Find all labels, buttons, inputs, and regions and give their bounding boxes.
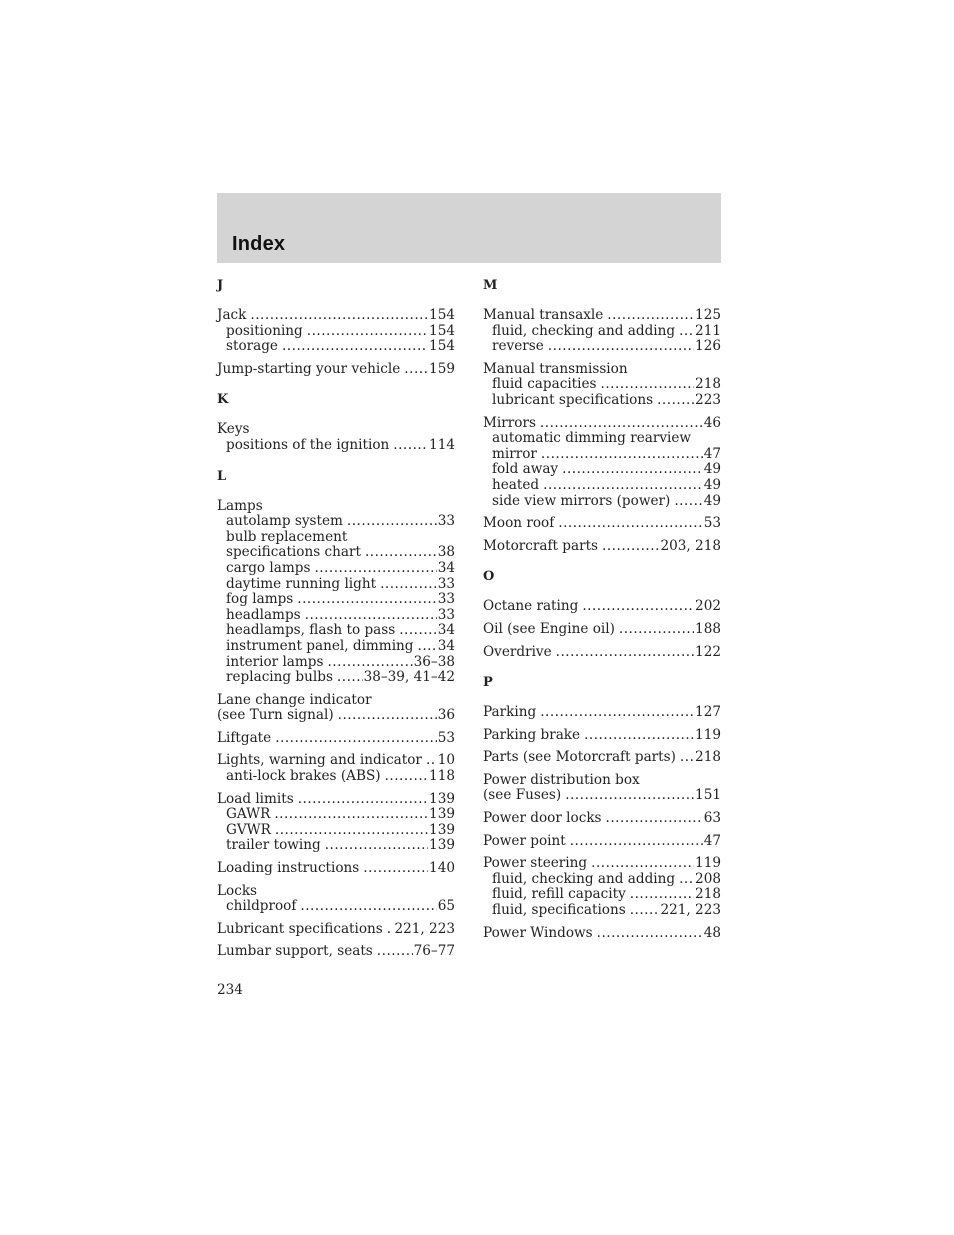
section-letter: K <box>217 392 229 408</box>
index-subentry-line <box>483 478 721 494</box>
header-band <box>217 193 721 263</box>
index-entry-line <box>217 693 455 709</box>
dot-leader <box>679 324 694 340</box>
index-entry-line <box>483 788 721 804</box>
entry-text: Lumbar support, seats <box>217 943 373 960</box>
dot-leader <box>418 639 437 655</box>
index-subentry-line <box>217 670 455 686</box>
entry-text: Power steering <box>483 855 588 872</box>
dot-leader <box>347 514 437 530</box>
page-number: 234 <box>217 982 243 998</box>
index-subentry-line <box>483 887 721 903</box>
entry-page-ref: 218 <box>695 749 721 766</box>
entry-text: GAWR <box>226 806 271 823</box>
entry-page-ref: 49 <box>703 492 721 509</box>
index-subentry-line <box>217 623 455 639</box>
index-entry-line <box>483 834 721 850</box>
dot-leader <box>385 769 428 785</box>
dot-leader <box>363 861 428 877</box>
entry-text: positions of the ignition <box>226 436 390 453</box>
entry-text: Lane change indicator <box>217 691 372 708</box>
entry-text: Overdrive <box>483 643 552 660</box>
dot-leader <box>601 377 695 393</box>
index-entry-line <box>483 705 721 721</box>
entry-page-ref: 118 <box>429 768 455 785</box>
entry-text: headlamps, flash to pass <box>226 622 396 639</box>
entry-text: GVWR <box>226 821 271 838</box>
entry-page-ref: 38 <box>437 544 455 561</box>
entry-text: Parts (see Motorcraft parts) <box>483 749 676 766</box>
dot-leader <box>540 416 703 432</box>
index-entry-line <box>217 731 455 747</box>
section-gap <box>483 667 721 675</box>
entry-page-ref: 53 <box>437 729 455 746</box>
index-entry <box>217 922 455 938</box>
index-entry <box>483 811 721 827</box>
index-entry-line <box>483 416 721 432</box>
index-subentry-line <box>217 769 455 785</box>
dot-leader <box>565 788 694 804</box>
entry-text: automatic dimming rearview <box>492 430 692 447</box>
dot-leader <box>325 838 428 854</box>
index-subentry-line <box>483 324 721 340</box>
entry-page-ref: 218 <box>695 376 721 393</box>
section-letter: M <box>483 278 498 293</box>
dot-leader <box>337 670 363 686</box>
index-subentry-line <box>217 592 455 608</box>
dot-leader <box>275 823 428 839</box>
entry-text: Liftgate <box>217 729 272 746</box>
entry-text: (see Fuses) <box>483 787 562 804</box>
index-entry <box>483 834 721 850</box>
entry-text: Parking brake <box>483 726 581 743</box>
entry-page-ref: 65 <box>437 898 455 915</box>
entry-text: Manual transaxle <box>483 307 604 323</box>
index-entry <box>217 884 455 915</box>
section-letter: J <box>217 278 224 293</box>
dot-leader <box>404 362 428 378</box>
entry-page-ref: 48 <box>703 924 721 941</box>
dot-leader <box>300 899 436 915</box>
index-subentry-line <box>483 447 721 463</box>
index-entry <box>217 693 455 724</box>
dot-leader <box>307 324 428 340</box>
index-subentry-line <box>483 377 721 393</box>
entry-page-ref: 221, 223 <box>660 902 721 919</box>
index-entry-line <box>217 753 455 769</box>
entry-text: (see Turn signal) <box>217 707 334 724</box>
entry-text: Parking <box>483 704 537 721</box>
dot-leader <box>540 705 694 721</box>
dot-leader <box>387 922 394 938</box>
entry-page-ref: 154 <box>429 307 455 323</box>
entry-text: fluid, checking and adding <box>492 870 676 887</box>
dot-leader <box>619 622 694 638</box>
entry-page-ref: 33 <box>437 606 455 623</box>
entry-text: Jack <box>217 307 247 323</box>
entry-page-ref: 139 <box>429 821 455 838</box>
entry-text: childproof <box>226 898 297 915</box>
entry-text: specifications chart <box>226 544 361 561</box>
index-entry-line <box>217 362 455 378</box>
index-entry <box>483 750 721 766</box>
entry-page-ref: 34 <box>437 622 455 639</box>
entry-text: Locks <box>217 882 258 899</box>
index-entry <box>483 308 721 355</box>
index-entry <box>217 362 455 378</box>
entry-page-ref: 139 <box>429 790 455 807</box>
index-entry <box>483 856 721 918</box>
dot-leader <box>380 577 437 593</box>
entry-text: Jump-starting your vehicle <box>217 360 401 377</box>
entry-page-ref: 140 <box>429 860 455 877</box>
dot-leader <box>680 750 694 766</box>
index-entry-line <box>217 861 455 877</box>
index-entry <box>217 753 455 784</box>
section-gap <box>483 561 721 569</box>
entry-text: fold away <box>492 461 559 478</box>
entry-text: storage <box>226 338 278 355</box>
entry-page-ref: 188 <box>695 620 721 637</box>
entry-page-ref: 33 <box>437 575 455 592</box>
entry-page-ref: 119 <box>695 726 721 743</box>
index-entry <box>483 645 721 661</box>
entry-page-ref: 10 <box>437 752 455 769</box>
index-subentry-line <box>217 807 455 823</box>
index-entry <box>217 422 455 453</box>
entry-text: reverse <box>492 338 544 355</box>
index-subentry-line <box>217 577 455 593</box>
index-section <box>217 278 455 377</box>
dot-leader <box>298 792 428 808</box>
dot-leader <box>275 731 437 747</box>
dot-leader <box>657 393 694 409</box>
entry-text: Power door locks <box>483 810 602 827</box>
entry-page-ref: 34 <box>437 559 455 576</box>
entry-page-ref: 49 <box>703 461 721 478</box>
dot-leader <box>399 623 436 639</box>
page-title: Index <box>232 233 286 255</box>
dot-leader <box>597 926 703 942</box>
index-entry <box>217 731 455 747</box>
index-entry <box>483 773 721 804</box>
entry-page-ref: 211 <box>695 322 721 339</box>
entry-page-ref: 38–39, 41–42 <box>363 669 455 686</box>
dot-leader <box>393 438 428 454</box>
index-entry-line <box>483 599 721 615</box>
entry-page-ref: 36–38 <box>413 653 455 670</box>
entry-text: autolamp system <box>226 513 343 530</box>
entry-page-ref: 127 <box>695 704 721 721</box>
index-section <box>483 278 721 554</box>
entry-text: Power distribution box <box>483 771 640 788</box>
entry-text: cargo lamps <box>226 559 311 576</box>
index-entry <box>483 416 721 510</box>
dot-leader <box>282 339 428 355</box>
entry-page-ref: 122 <box>695 643 721 660</box>
entry-page-ref: 139 <box>429 837 455 854</box>
entry-text: Load limits <box>217 790 294 807</box>
entry-text: instrument panel, dimming <box>226 637 414 654</box>
entry-text: Mirrors <box>483 414 536 431</box>
dot-leader <box>297 592 436 608</box>
section-gap <box>217 461 455 469</box>
dot-leader <box>365 545 437 561</box>
dot-leader <box>543 478 703 494</box>
index-subentry-line <box>217 823 455 839</box>
index-entry-line <box>483 308 721 324</box>
entry-page-ref: 126 <box>695 338 721 355</box>
dot-leader <box>377 944 413 960</box>
index-subentry-line <box>483 903 721 919</box>
index-subentry-line <box>483 494 721 510</box>
dot-leader <box>541 447 703 463</box>
entry-text: Lamps <box>217 497 263 514</box>
entry-page-ref: 154 <box>429 338 455 355</box>
section-gap <box>217 384 455 392</box>
entry-text: interior lamps <box>226 653 324 670</box>
entry-text: positioning <box>226 322 303 339</box>
entry-text: mirror <box>492 445 537 462</box>
entry-page-ref: 202 <box>695 598 721 615</box>
index-section <box>217 392 455 453</box>
entry-page-ref: 33 <box>437 591 455 608</box>
index-entry-line <box>483 645 721 661</box>
dot-leader <box>305 608 437 624</box>
index-entry-line <box>217 922 455 938</box>
index-column-left <box>217 278 455 967</box>
index-section <box>217 469 455 960</box>
section-letter: O <box>483 569 495 585</box>
dot-leader <box>250 308 428 324</box>
entry-page-ref: 34 <box>437 637 455 654</box>
index-subentry-line <box>217 438 455 454</box>
dot-leader <box>630 903 660 919</box>
index-subentry-line <box>217 324 455 340</box>
entry-page-ref: 151 <box>695 787 721 804</box>
index-entry-line <box>483 362 721 378</box>
dot-leader <box>582 599 694 615</box>
section-letter: P <box>483 675 493 691</box>
entry-text: lubricant specifications <box>492 391 654 408</box>
entry-page-ref: 139 <box>429 806 455 823</box>
dot-leader <box>570 834 703 850</box>
dot-leader <box>556 645 694 661</box>
index-entry-line <box>483 773 721 789</box>
entry-text: headlamps <box>226 606 301 623</box>
entry-page-ref: 76–77 <box>413 943 455 960</box>
index-entry <box>217 861 455 877</box>
index-subentry-line <box>217 838 455 854</box>
entry-text: side view mirrors (power) <box>492 492 671 509</box>
index-entry-line <box>217 944 455 960</box>
index-subentry-line <box>483 872 721 888</box>
entry-text: Power point <box>483 832 566 849</box>
entry-text: Octane rating <box>483 598 579 615</box>
entry-text: Lights, warning and indicator <box>217 752 422 769</box>
index-subentry-line <box>483 393 721 409</box>
dot-leader <box>338 708 437 724</box>
dot-leader <box>679 872 694 888</box>
entry-text: replacing bulbs <box>226 669 333 686</box>
index-subentry-line <box>217 339 455 355</box>
entry-text: bulb replacement <box>226 528 348 545</box>
entry-page-ref: 33 <box>437 513 455 530</box>
dot-leader <box>584 728 694 744</box>
entry-text: trailer towing <box>226 837 321 854</box>
index-section <box>483 569 721 660</box>
index-entry-line <box>483 539 721 555</box>
dot-leader <box>602 539 659 555</box>
dot-leader <box>274 807 428 823</box>
entry-text: daytime running light <box>226 575 377 592</box>
entry-page-ref: 63 <box>703 810 721 827</box>
entry-text: Motorcraft parts <box>483 537 599 554</box>
entry-text: Loading instructions <box>217 860 360 877</box>
entry-text: fluid capacities <box>492 376 597 393</box>
index-entry <box>217 944 455 960</box>
index-section <box>483 675 721 941</box>
index-entry <box>483 622 721 638</box>
entry-page-ref: 203, 218 <box>660 537 721 554</box>
entry-page-ref: 49 <box>703 476 721 493</box>
entry-page-ref: 208 <box>695 870 721 887</box>
index-entry-line <box>483 516 721 532</box>
entry-page-ref: 125 <box>695 307 721 323</box>
index-subentry-line <box>483 339 721 355</box>
index-subentry-line <box>217 639 455 655</box>
entry-page-ref: 46 <box>703 414 721 431</box>
index-entry-line <box>217 884 455 900</box>
index-entry <box>483 539 721 555</box>
index-entry-line <box>217 422 455 438</box>
entry-page-ref: 154 <box>429 322 455 339</box>
index-entry <box>483 926 721 942</box>
index-entry-line <box>483 728 721 744</box>
index-entry <box>483 599 721 615</box>
index-entry-line <box>217 499 455 515</box>
index-entry-line <box>483 622 721 638</box>
index-entry <box>217 308 455 355</box>
index-subentry-line <box>483 431 721 447</box>
index-entry-line <box>217 308 455 324</box>
entry-page-ref: 47 <box>703 832 721 849</box>
entry-page-ref: 114 <box>429 436 455 453</box>
index-entry <box>217 499 455 686</box>
entry-text: fluid, specifications <box>492 902 626 919</box>
entry-text: fog lamps <box>226 591 294 608</box>
index-subentry-line <box>217 545 455 561</box>
dot-leader <box>607 308 694 324</box>
index-column-right <box>483 278 721 948</box>
index-entry <box>483 362 721 409</box>
entry-page-ref: 223 <box>695 391 721 408</box>
index-subentry-line <box>217 561 455 577</box>
entry-text: Oil (see Engine oil) <box>483 620 615 637</box>
dot-leader <box>548 339 694 355</box>
entry-page-ref: 53 <box>703 515 721 532</box>
entry-page-ref: 159 <box>429 360 455 377</box>
entry-text: Lubricant specifications <box>217 920 383 937</box>
index-entry <box>483 516 721 532</box>
index-entry <box>217 792 455 854</box>
index-entry-line <box>483 750 721 766</box>
index-entry-line <box>483 856 721 872</box>
dot-leader <box>426 753 437 769</box>
entry-page-ref: 36 <box>437 707 455 724</box>
dot-leader <box>591 856 694 872</box>
entry-page-ref: 119 <box>695 855 721 872</box>
index-entry-line <box>217 792 455 808</box>
dot-leader <box>630 887 694 903</box>
index-subentry-line <box>217 608 455 624</box>
entry-text: Power Windows <box>483 924 593 941</box>
index-entry <box>483 728 721 744</box>
dot-leader <box>674 494 702 510</box>
index-entry-line <box>483 811 721 827</box>
index-entry-line <box>483 926 721 942</box>
index-subentry-line <box>217 899 455 915</box>
index-entry-line <box>217 708 455 724</box>
dot-leader <box>314 561 436 577</box>
index-subentry-line <box>217 530 455 546</box>
entry-text: Moon roof <box>483 515 555 532</box>
dot-leader <box>327 655 412 671</box>
entry-text: Keys <box>217 421 250 438</box>
dot-leader <box>558 516 702 532</box>
index-subentry-line <box>217 514 455 530</box>
index-entry <box>483 705 721 721</box>
index-subentry-line <box>483 462 721 478</box>
entry-page-ref: 221, 223 <box>394 920 455 937</box>
index-subentry-line <box>217 655 455 671</box>
entry-text: anti-lock brakes (ABS) <box>226 768 381 785</box>
dot-leader <box>606 811 703 827</box>
entry-text: Manual transmission <box>483 360 628 377</box>
dot-leader <box>562 462 703 478</box>
entry-text: fluid, checking and adding <box>492 322 676 339</box>
entry-page-ref: 47 <box>703 445 721 462</box>
entry-text: heated <box>492 476 540 493</box>
entry-text: fluid, refill capacity <box>492 886 626 903</box>
entry-page-ref: 218 <box>695 886 721 903</box>
section-letter: L <box>217 468 227 484</box>
